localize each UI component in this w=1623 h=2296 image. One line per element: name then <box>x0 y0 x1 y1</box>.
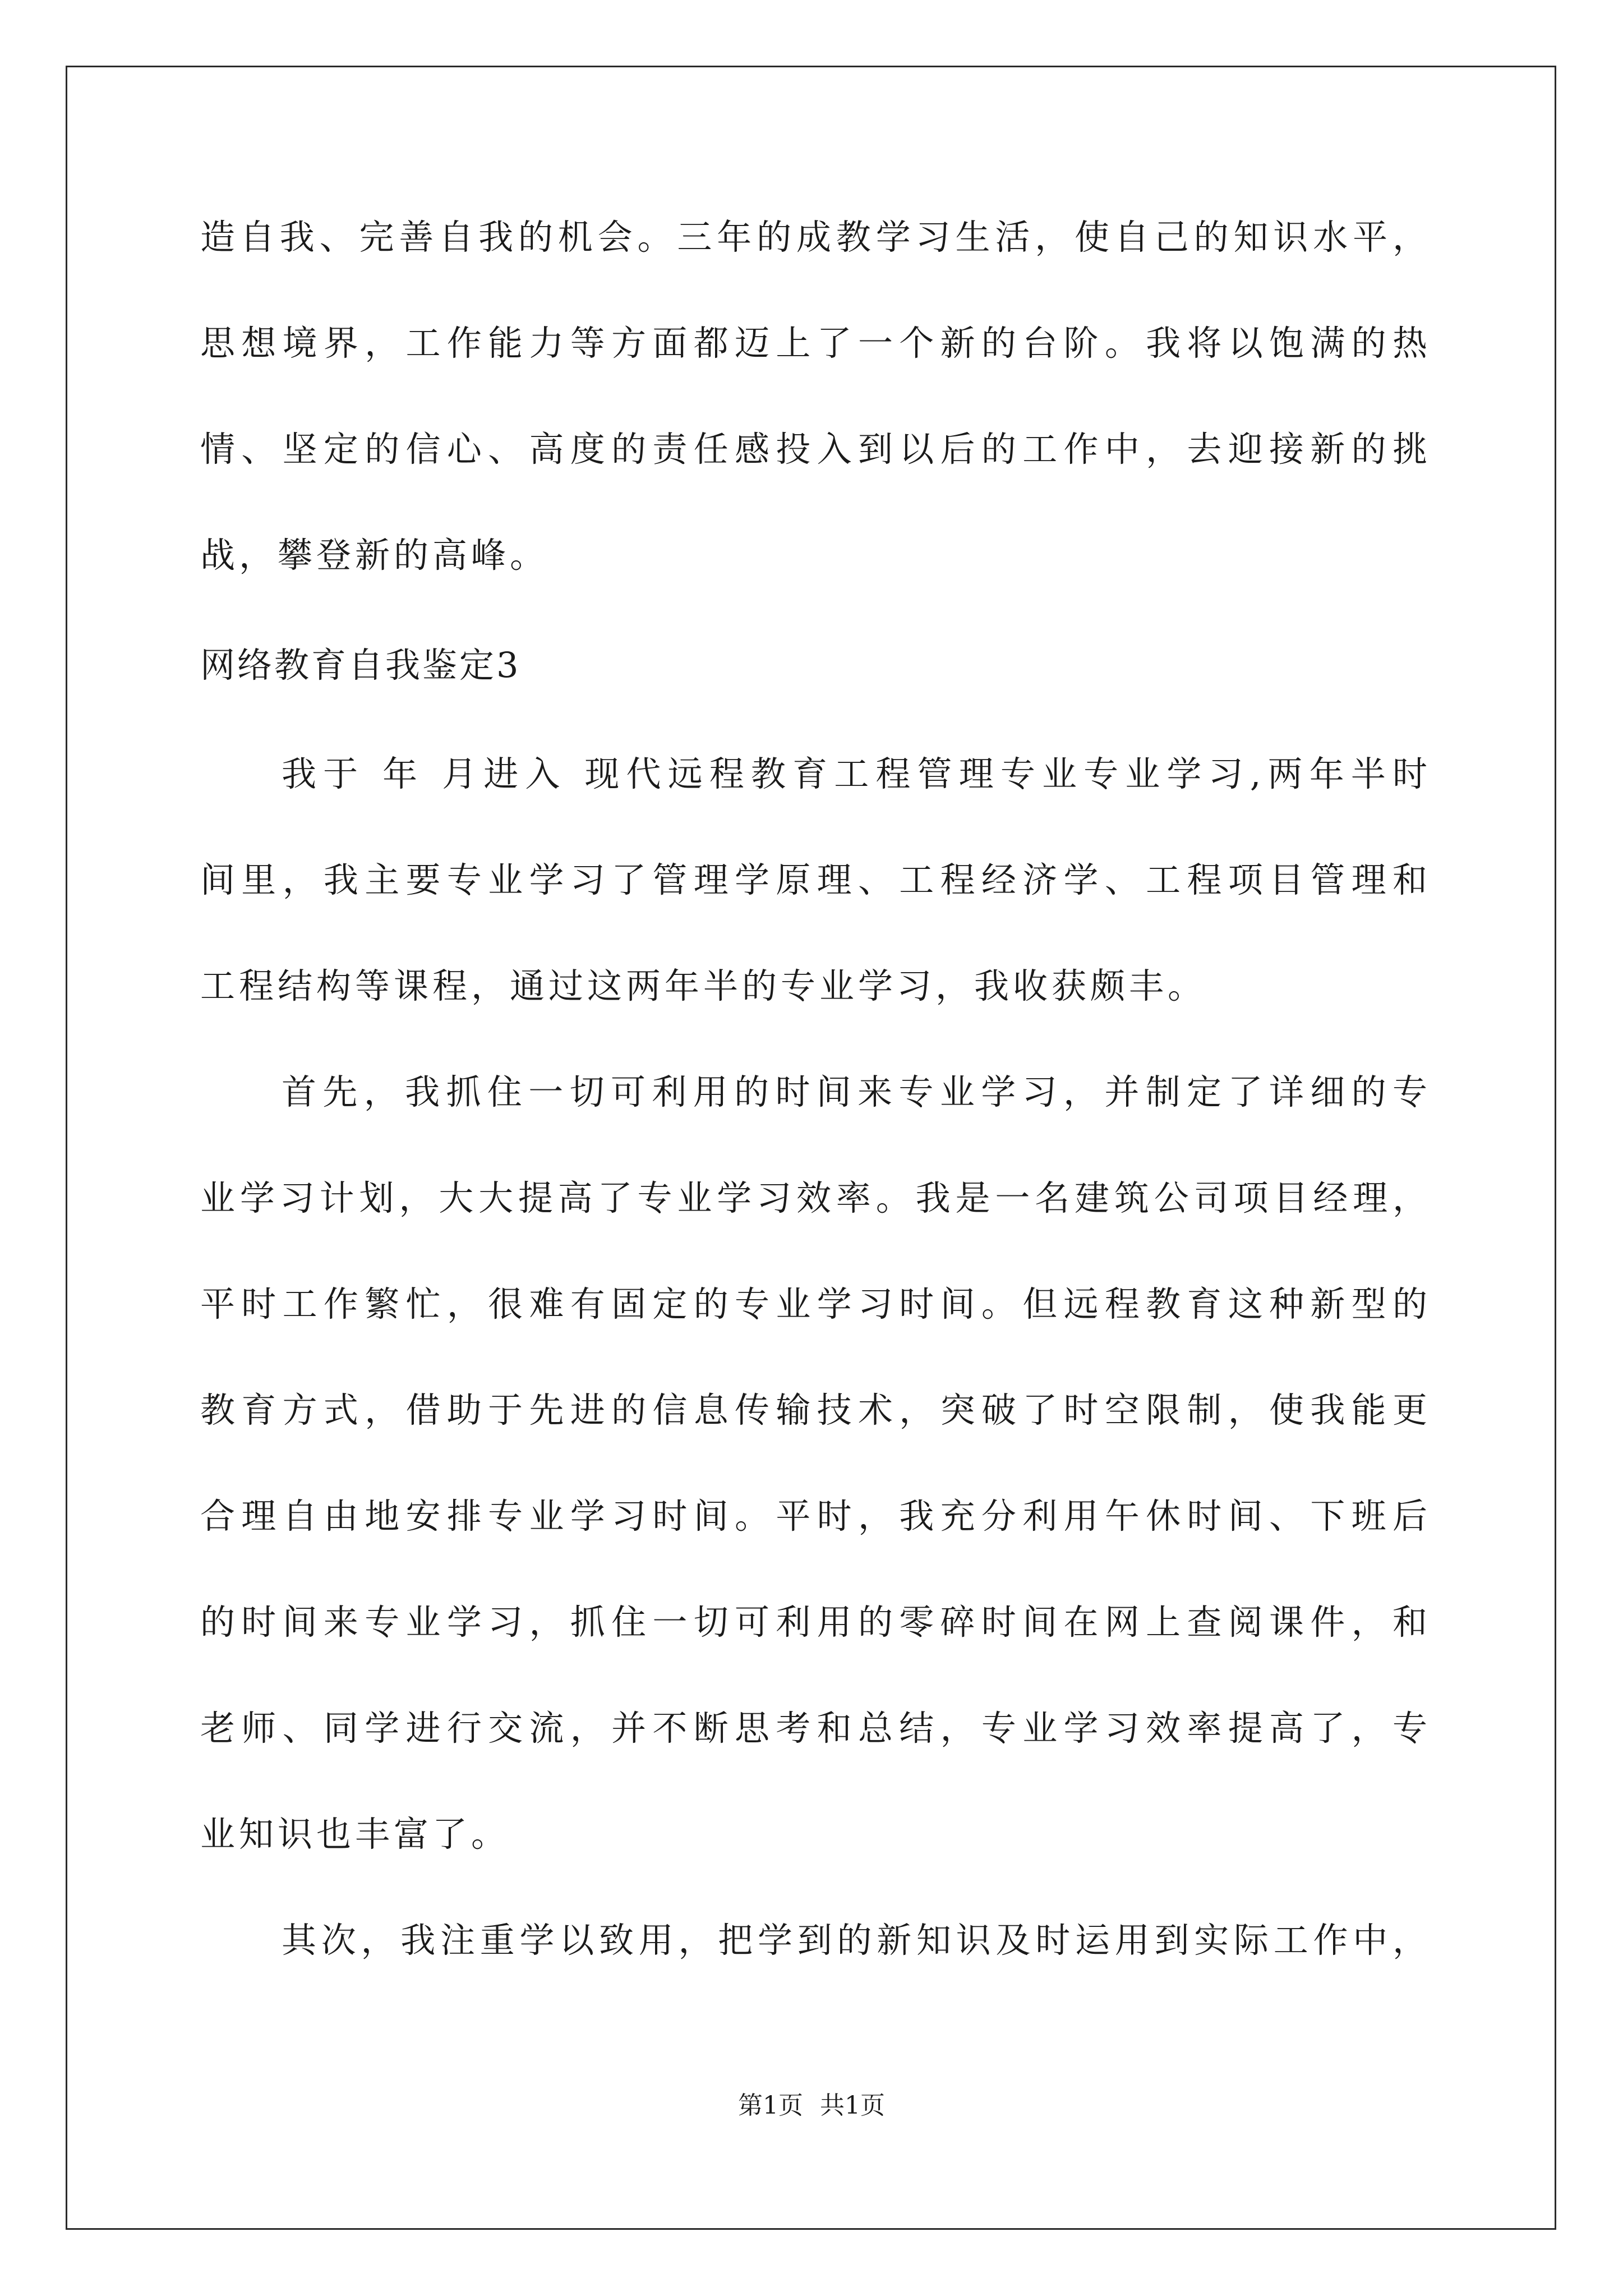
text-line-4: 战，攀登新的高峰。 <box>200 535 549 576</box>
text-line-2: 思想境界，工作能力等方面都迈上了一个新的台阶。我将以饱满的热 <box>200 323 1428 364</box>
text-line-14: 的时间来专业学习，抓住一切可利用的零碎时间在网上查阅课件，和 <box>200 1602 1428 1642</box>
section-heading: 网络教育自我鉴定3 <box>200 645 521 685</box>
text-line-16: 业知识也丰富了。 <box>200 1814 510 1855</box>
text-line-13: 合理自由地安排专业学习时间。平时，我充分利用午休时间、下班后 <box>200 1496 1428 1536</box>
text-line-9: 首先，我抓住一切可利用的时间来专业学习，并制定了详细的专 <box>282 1071 1428 1112</box>
page-number-footer: 第1页 共1页 <box>738 2091 885 2120</box>
text-line-3: 情、坚定的信心、高度的责任感投入到以后的工作中，去迎接新的挑 <box>200 429 1428 470</box>
text-line-12: 教育方式，借助于先进的信息传输技术，突破了时空限制，使我能更 <box>200 1389 1428 1430</box>
text-line-10: 业学习计划，大大提高了专业学习效率。我是一名建筑公司项目经理， <box>200 1177 1428 1218</box>
text-line-15: 老师、同学进行交流，并不断思考和总结，专业学习效率提高了，专 <box>200 1708 1428 1749</box>
text-line-7: 间里，我主要专业学习了管理学原理、工程经济学、工程项目管理和 <box>200 859 1428 900</box>
text-line-8: 工程结构等课程，通过这两年半的专业学习，我收获颇丰。 <box>200 965 1207 1006</box>
text-line-1: 造自我、完善自我的机会。三年的成教学习生活，使自己的知识水平， <box>200 217 1428 257</box>
text-line-11: 平时工作繁忙，很难有固定的专业学习时间。但远程教育这种新型的 <box>200 1283 1428 1324</box>
text-line-6: 我于 年 月进入 现代远程教育工程管理专业专业学习,两年半时 <box>282 753 1428 794</box>
text-line-17: 其次，我注重学以致用，把学到的新知识及时运用到实际工作中， <box>282 1920 1428 1961</box>
page-border <box>66 66 1556 2230</box>
